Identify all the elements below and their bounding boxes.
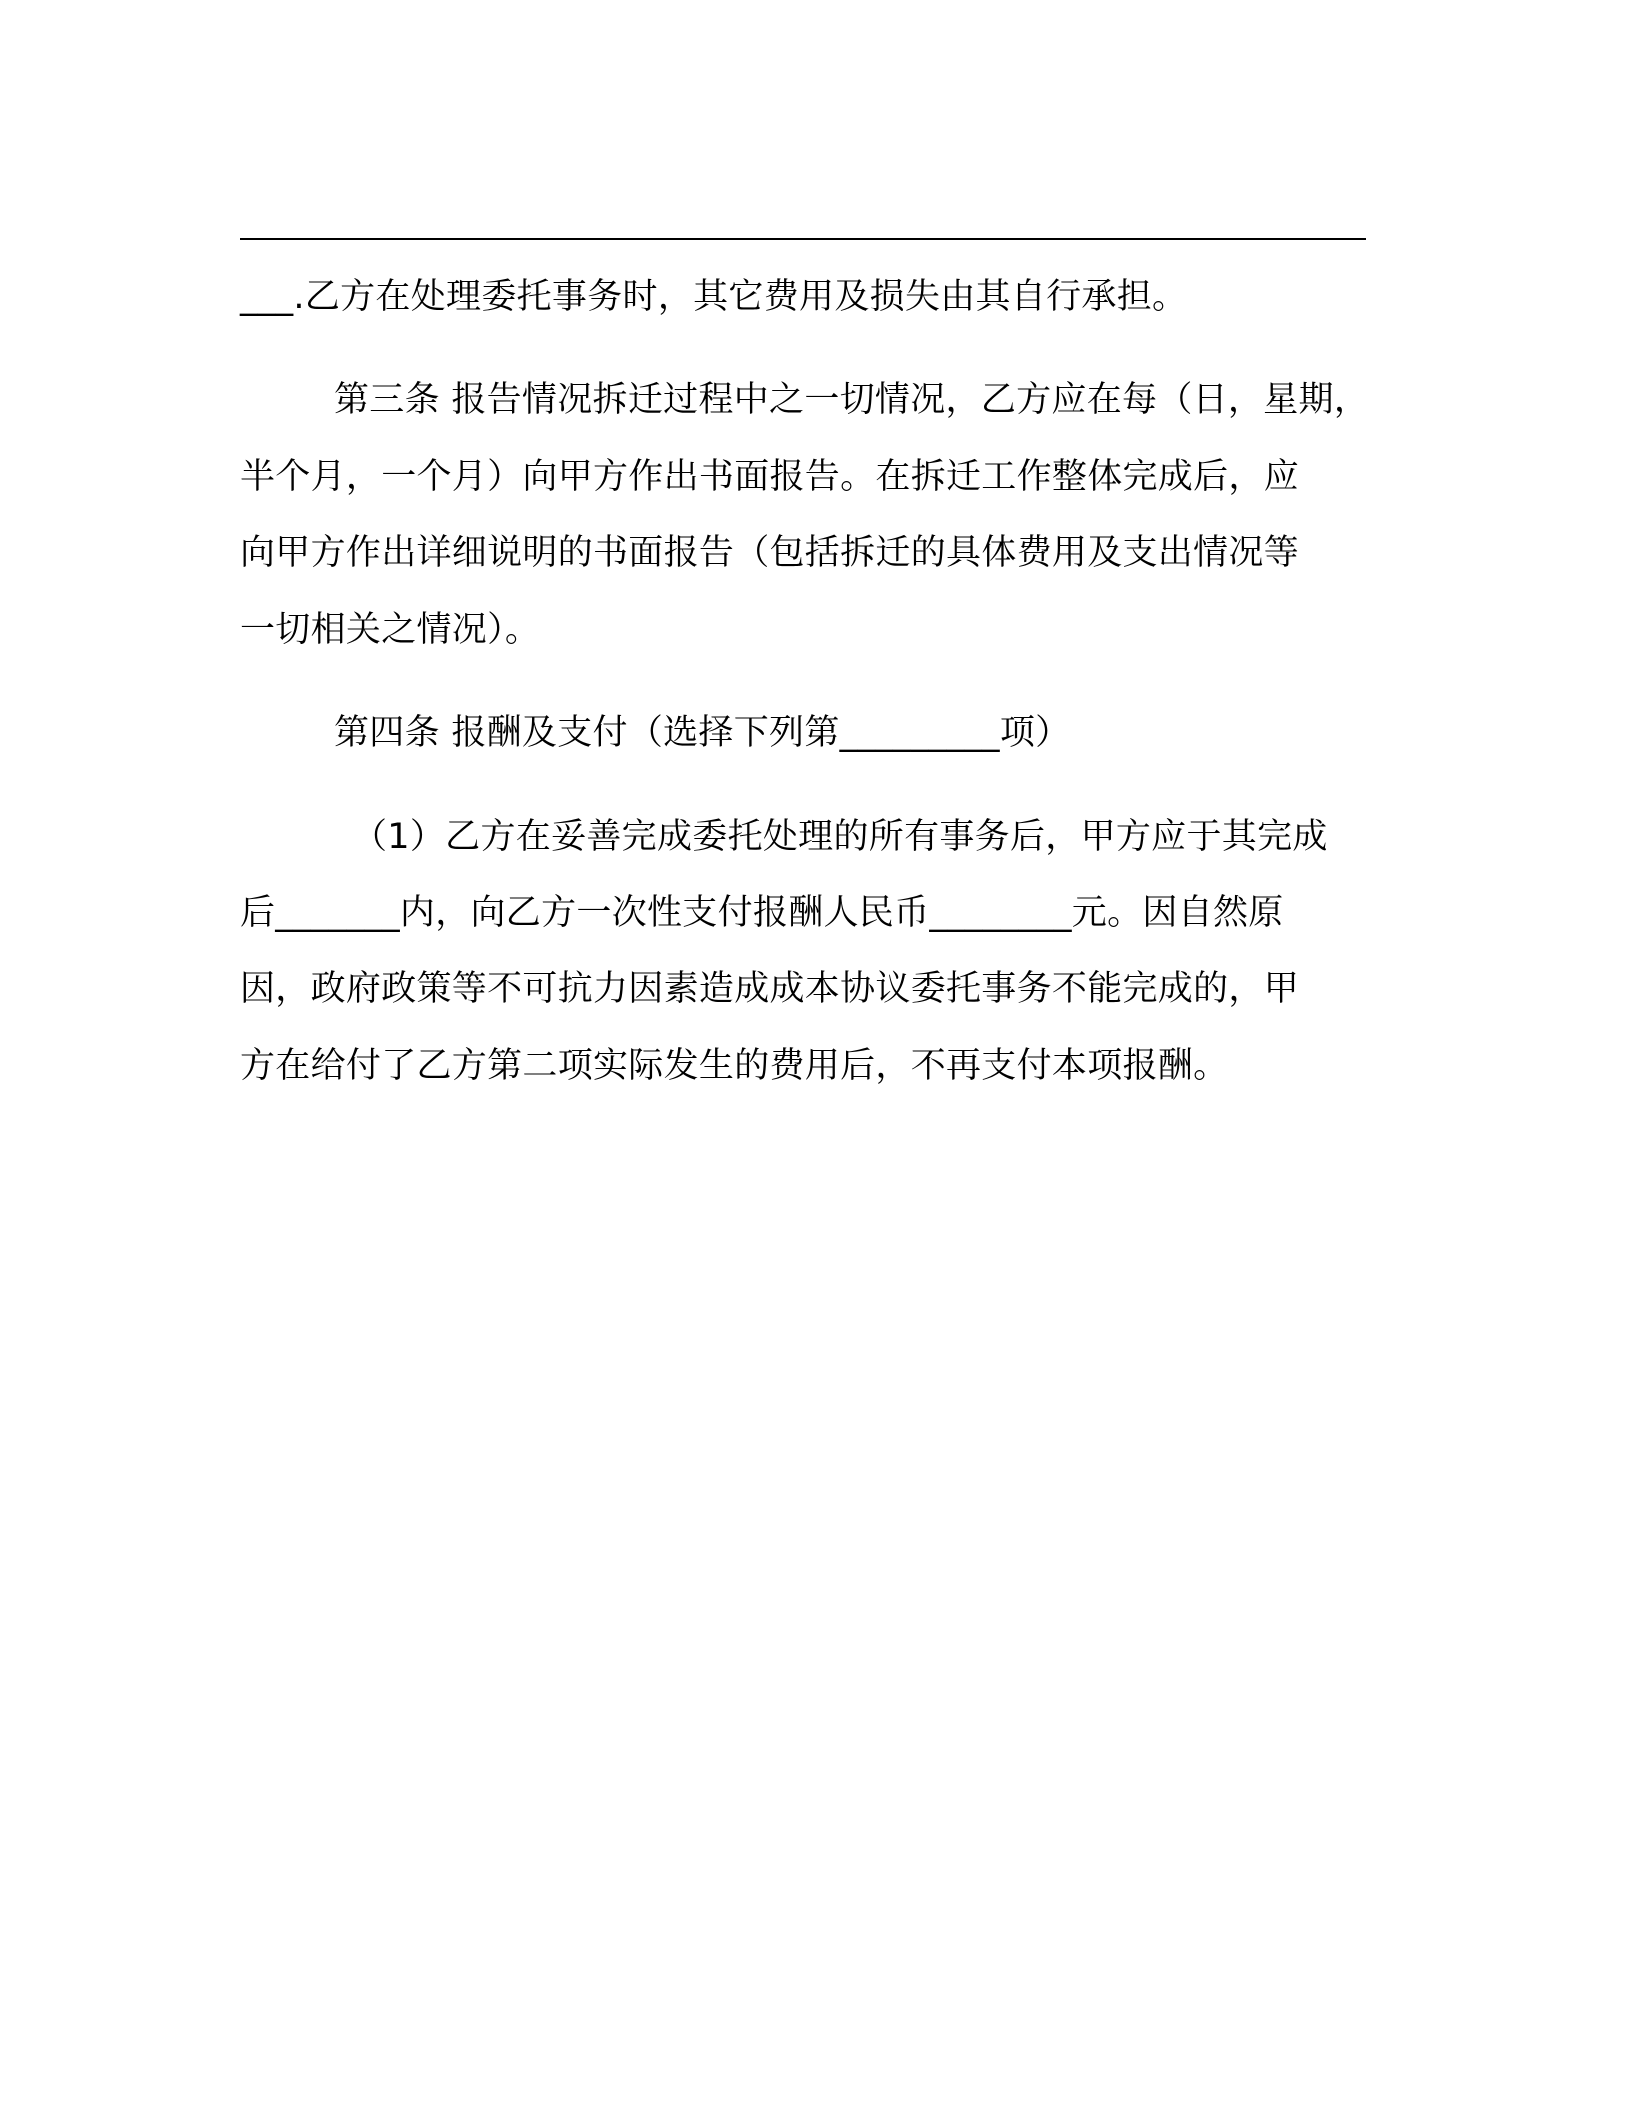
article3-line2: 半个月，一个月）向甲方作出书面报告。在拆迁工作整体完成后，应: [240, 457, 1300, 497]
article3-line1: 第三条 报告情况拆迁过程中之一切情况，乙方应在每（日，星期，: [334, 380, 1370, 420]
article3-line4: 一切相关之情况）。: [240, 610, 541, 650]
article3-line3: 向甲方作出详细说明的书面报告（包括拆迁的具体费用及支出情况等: [240, 533, 1300, 573]
article4-item1-line3: 因，政府政策等不可抗力因素造成成本协议委托事务不能完成的，甲: [240, 969, 1300, 1009]
article4-item1-line1: （1）乙方在妥善完成委托处理的所有事务后，甲方应于其完成: [352, 817, 1328, 857]
article4-heading: 第四条 报酬及支付（选择下列第_________项）: [334, 713, 1071, 753]
blank-fill-line: [240, 238, 1366, 240]
continuation-line: ___.乙方在处理委托事务时，其它费用及损失由其自行承担。: [240, 277, 1188, 317]
article4-item1-line2: 后_______内，向乙方一次性支付报酬人民币________元。因自然原: [240, 893, 1284, 933]
article4-item1-line4: 方在给付了乙方第二项实际发生的费用后，不再支付本项报酬。: [240, 1046, 1229, 1086]
